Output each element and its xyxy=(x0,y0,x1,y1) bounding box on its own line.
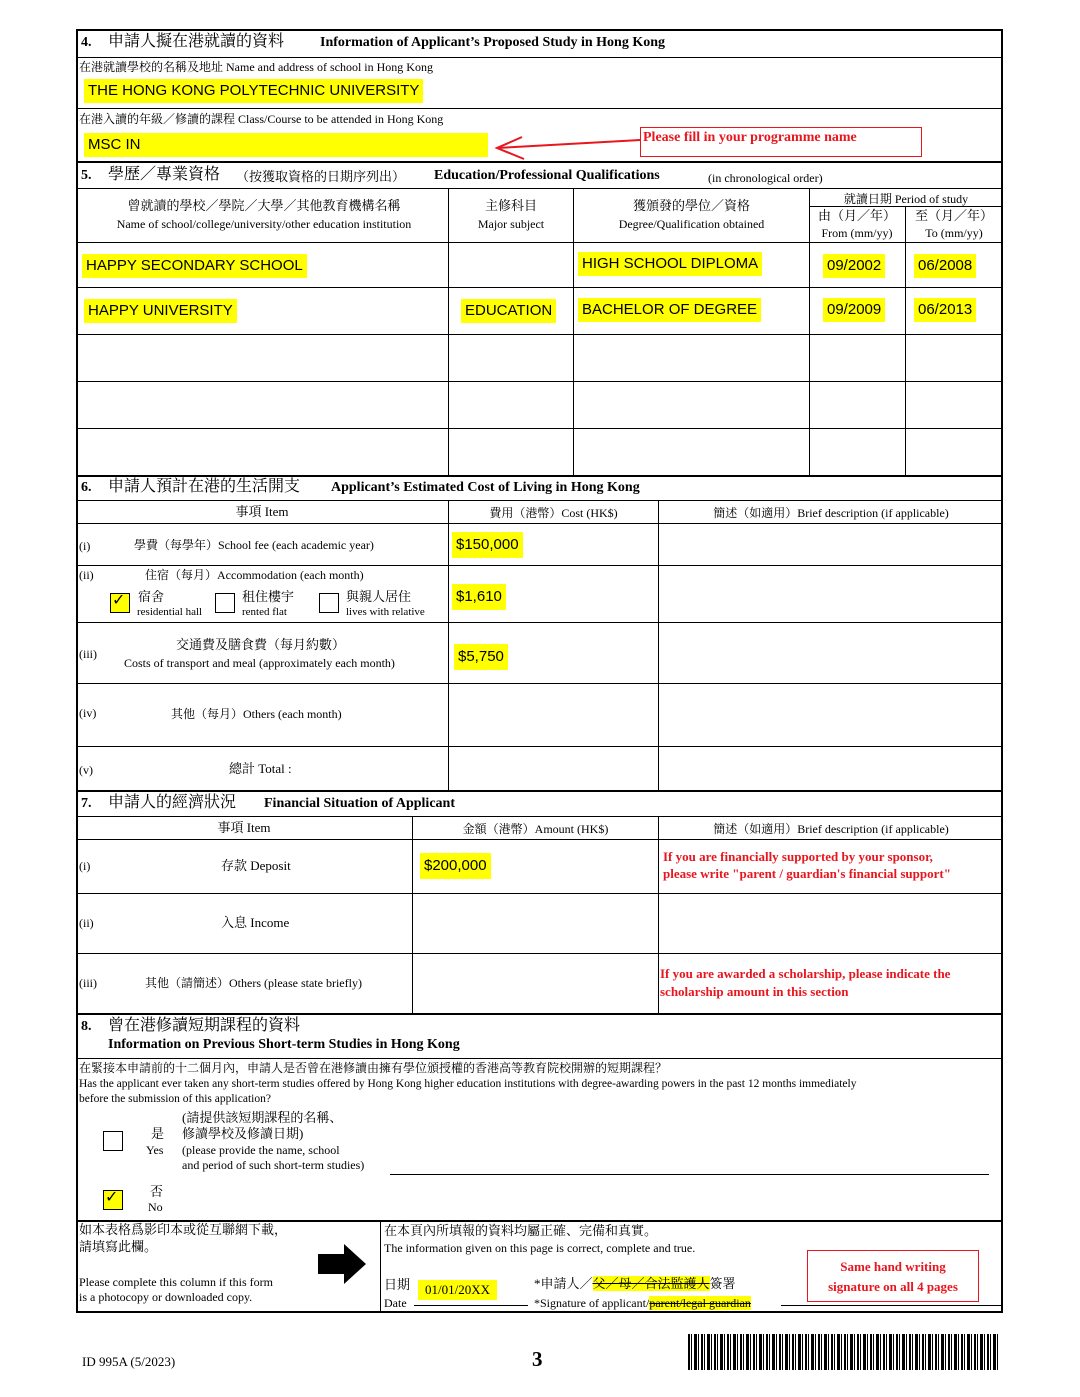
course-label: 在港入讀的年級／修讀的課程 Class/Course to be attended in Hong Kong xyxy=(79,112,444,126)
cost-row-3-num: (iii) xyxy=(79,647,97,661)
yes-note-line3: (please provide the name, school xyxy=(182,1143,340,1157)
yes-note-line4: and period of such short-term studies) xyxy=(182,1158,365,1172)
declaration-zh: 在本頁內所填報的資料均屬正確、完備和真實。 xyxy=(384,1223,658,1238)
s5-heading-en-paren: (in chronological order) xyxy=(708,171,823,185)
declaration-en: The information given on this page is correct, complete and true. xyxy=(384,1241,696,1255)
cost-row-2-label: 住宿（每月）Accommodation (each month) xyxy=(145,568,364,582)
s4-heading-num: 4. xyxy=(81,35,92,50)
photocopy-note-zh-2: 請填寫此欄。 xyxy=(79,1239,158,1254)
signature-note-line2: signature on all 4 pages xyxy=(828,1279,958,1294)
opt-rented-en: rented flat xyxy=(242,606,287,618)
s6-heading-zh: 申請人預計在港的生活開支 xyxy=(108,478,301,495)
opt-relative-en: lives with relative xyxy=(346,606,425,618)
arrow-right-icon xyxy=(318,1244,368,1284)
fin-row-1-num: (i) xyxy=(79,859,91,873)
short-term-yes-checkbox[interactable] xyxy=(103,1131,123,1151)
edu-row-1-to[interactable]: 06/2008 xyxy=(914,254,976,278)
red-arrow-icon xyxy=(492,136,642,160)
s7-col-amount: 金額（港幣）Amount (HK$) xyxy=(462,822,609,836)
residential-hall-checkbox[interactable] xyxy=(110,590,130,613)
s6-col-cost: 費用（港幣）Cost (HK$) xyxy=(489,506,618,520)
deposit-field[interactable]: $200,000 xyxy=(420,853,491,879)
col-from-en: From (mm/yy) xyxy=(821,226,893,240)
lives-with-relative-checkbox[interactable] xyxy=(319,593,339,613)
deposit-note-line1: If you are financially supported by your sponsor, xyxy=(663,849,933,864)
s7-heading-en: Financial Situation of Applicant xyxy=(264,796,455,811)
programme-note: Please fill in your programme name xyxy=(643,130,857,145)
s7-col-item: 事項 Item xyxy=(217,820,271,835)
s7-heading-num: 7. xyxy=(81,796,92,811)
opt-relative-zh: 與親人居住 xyxy=(346,589,412,604)
short-term-yes-en: Yes xyxy=(146,1143,164,1157)
check-icon: ✓ xyxy=(105,1187,119,1206)
s5-heading-num: 5. xyxy=(81,168,92,183)
s8-heading-en: Information on Previous Short-term Studies in Hong Kong xyxy=(108,1037,460,1052)
check-icon: ✓ xyxy=(112,590,126,609)
s4-heading-zh: 申請人擬在港就讀的資料 xyxy=(108,33,285,50)
s7-heading-zh: 申請人的經濟狀況 xyxy=(108,794,237,811)
scholarship-note-line1: If you are awarded a scholarship, please indicate the xyxy=(660,966,951,981)
s6-col-desc: 簡述（如適用）Brief description (if applicable) xyxy=(713,506,949,520)
short-term-no-checkbox[interactable] xyxy=(103,1187,123,1210)
s8-heading-num: 8. xyxy=(81,1019,92,1034)
col-degree-en: Degree/Qualification obtained xyxy=(618,217,765,231)
col-to-en: To (mm/yy) xyxy=(925,226,983,240)
edu-row-1-degree[interactable]: HIGH SCHOOL DIPLOMA xyxy=(578,252,762,276)
s6-col-item: 事項 Item xyxy=(235,504,289,519)
cost-row-3-label-zh: 交通費及膳食費（每月約數） xyxy=(176,637,346,652)
deposit-note-line2: please write "parent / guardian's financial support" xyxy=(663,866,951,881)
form-id: ID 995A (5/2023) xyxy=(82,1354,176,1369)
col-to-zh: 至（月／年） xyxy=(914,208,993,223)
edu-row-2-school[interactable]: HAPPY UNIVERSITY xyxy=(84,299,237,323)
photocopy-note-zh-1: 如本表格爲影印本或從互聯網下載， xyxy=(79,1222,288,1237)
s5-heading-zh: 學歷／專業資格 xyxy=(108,166,221,183)
edu-row-1-from[interactable]: 09/2002 xyxy=(823,254,885,278)
s4-heading-en: Information of Applicant’s Proposed Study in Hong Kong xyxy=(320,35,666,50)
cost-row-5-num: (v) xyxy=(79,763,93,777)
photocopy-note-en-1: Please complete this column if this form xyxy=(79,1275,273,1289)
cost-row-4-label: 其他（每月）Others (each month) xyxy=(171,707,342,721)
course-field[interactable]: MSC IN xyxy=(84,133,488,157)
fin-row-2-label: 入息 Income xyxy=(221,915,290,930)
s7-col-desc: 簡述（如適用）Brief description (if applicable) xyxy=(713,822,949,836)
opt-residential-en: residential hall xyxy=(137,606,203,618)
cost-row-2-num: (ii) xyxy=(79,568,94,582)
page-number: 3 xyxy=(532,1347,543,1371)
fin-row-3-num: (iii) xyxy=(79,976,97,990)
school-name-field[interactable]: THE HONG KONG POLYTECHNIC UNIVERSITY xyxy=(84,79,423,103)
barcode xyxy=(688,1334,1000,1370)
school-fee-field[interactable]: $150,000 xyxy=(452,532,523,558)
s5-heading-en: Education/Professional Qualifications xyxy=(434,168,660,183)
cost-row-1-num: (i) xyxy=(79,539,91,553)
short-term-no-en: No xyxy=(148,1200,163,1214)
short-term-question-zh: 在緊接本申請前的十二個月內，申請人是否曾在港修讀由擁有學位頒授權的香港高等教育院校開辦的短期課程？ xyxy=(79,1061,668,1075)
programme-note-box xyxy=(640,127,922,157)
date-label-en: Date xyxy=(384,1296,407,1310)
edu-row-2-from[interactable]: 09/2009 xyxy=(823,298,885,322)
signature-note-line1: Same hand writing xyxy=(840,1259,946,1274)
cost-row-3-label-en: Costs of transport and meal (approximately each month) xyxy=(124,656,395,670)
fin-row-1-label: 存款 Deposit xyxy=(221,858,291,873)
edu-row-2-degree[interactable]: BACHELOR OF DEGREE xyxy=(578,298,761,322)
s6-heading-num: 6. xyxy=(81,480,92,495)
cost-row-1-label: 學費（每學年）School fee (each academic year) xyxy=(134,538,374,552)
s8-heading-zh: 曾在港修讀短期課程的資料 xyxy=(108,1017,301,1034)
opt-rented-zh: 租住樓宇 xyxy=(242,589,295,604)
short-term-details-line[interactable] xyxy=(390,1174,989,1175)
signature-line[interactable] xyxy=(781,1305,1003,1306)
short-term-yes-zh: 是 xyxy=(151,1126,165,1141)
date-field[interactable]: 01/01/20XX xyxy=(418,1280,497,1300)
edu-row-1-school[interactable]: HAPPY SECONDARY SCHOOL xyxy=(82,254,307,278)
s5-heading-zh-paren: （按獲取資格的日期序列出） xyxy=(236,169,406,184)
transport-meal-field[interactable]: $5,750 xyxy=(454,644,508,670)
opt-residential-zh: 宿舍 xyxy=(138,589,165,604)
col-period: 就讀日期 Period of study xyxy=(843,192,969,206)
col-school-zh: 曾就讀的學校／學院／大學／其他教育機構名稱 xyxy=(127,198,401,213)
accommodation-field[interactable]: $1,610 xyxy=(452,584,506,610)
col-major-en: Major subject xyxy=(477,217,545,231)
fin-row-2-num: (ii) xyxy=(79,916,94,930)
yes-note-line1: (請提供該短期課程的名稱、 xyxy=(182,1110,343,1125)
cost-row-5-label: 總計 Total : xyxy=(229,761,292,776)
edu-row-2-to[interactable]: 06/2013 xyxy=(914,298,976,322)
col-from-zh: 由（月／年） xyxy=(817,208,896,223)
cost-row-4-num: (iv) xyxy=(79,706,97,720)
edu-row-2-major[interactable]: EDUCATION xyxy=(461,299,556,323)
school-name-label: 在港就讀學校的名稱及地址 Name and address of school in Hong Kong xyxy=(79,60,433,74)
photocopy-note-en-2: is a photocopy or downloaded copy. xyxy=(79,1290,253,1304)
signature-label-en: *Signature of applicant/parent/legal guardian xyxy=(534,1296,751,1310)
short-term-no-zh: 否 xyxy=(150,1184,164,1199)
scholarship-note-line2: scholarship amount in this section xyxy=(660,984,849,999)
col-school-en: Name of school/college/university/other education institution xyxy=(116,217,412,231)
yes-note-line2: 修讀學校及修讀日期) xyxy=(182,1126,304,1141)
col-major-zh: 主修科目 xyxy=(484,198,537,213)
col-degree-zh: 獲頒發的學位／資格 xyxy=(632,198,750,213)
date-label-zh: 日期 xyxy=(384,1277,411,1292)
short-term-question-en-1: Has the applicant ever taken any short-term studies offered by Hong Kong higher education institutions with degree-awarding powers in the past 12 months immediately xyxy=(79,1078,857,1090)
signature-label-zh: *申請人／父／母／合法監護人簽署 xyxy=(534,1276,736,1291)
rented-flat-checkbox[interactable] xyxy=(215,593,235,613)
signature-note-box xyxy=(807,1250,979,1302)
s6-heading-en: Applicant’s Estimated Cost of Living in Hong Kong xyxy=(331,480,640,495)
short-term-question-en-2: before the submission of this application? xyxy=(79,1093,271,1105)
fin-row-3-label: 其他（請簡述）Others (please state briefly) xyxy=(145,976,362,990)
